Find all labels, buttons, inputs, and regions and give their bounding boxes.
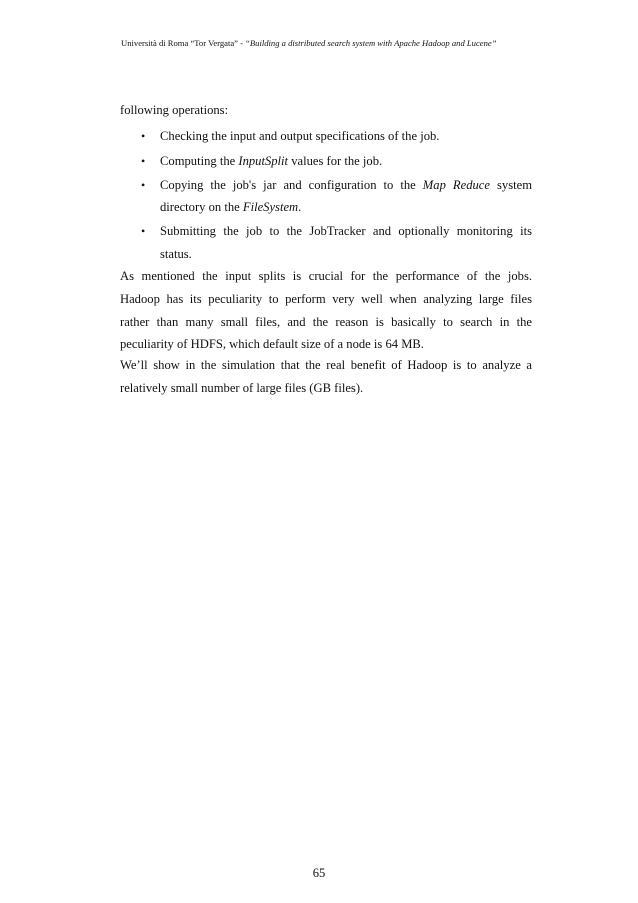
bullet-symbol: • bbox=[141, 178, 146, 192]
bullet-item-copying-line1 bbox=[160, 178, 532, 193]
body-line: rather than many small files, and the reason is basically to search in the bbox=[120, 315, 532, 329]
bullet-symbol: • bbox=[141, 154, 146, 168]
running-header bbox=[121, 38, 497, 48]
bullet-text: values for the job. bbox=[288, 154, 383, 168]
body-line: relatively small number of large files (GB files). bbox=[120, 381, 364, 395]
body-line: peculiarity of HDFS, which default size of a node is 64 MB. bbox=[120, 337, 424, 351]
intro-text: following operations: bbox=[120, 103, 229, 117]
bullet-item-copying-line2 bbox=[160, 200, 532, 215]
header-prefix: Università di Roma “Tor Vergata” - bbox=[121, 38, 246, 48]
bullet-text: system bbox=[489, 178, 533, 192]
bullet-symbol: • bbox=[141, 129, 146, 143]
page-number: 65 bbox=[312, 866, 326, 880]
bullet-italic-term: FileSystem bbox=[242, 200, 299, 214]
bullet-text: directory on the bbox=[160, 200, 243, 214]
bullet-text: Computing the bbox=[160, 154, 239, 168]
bullet-text: . bbox=[298, 200, 302, 214]
header-title: “Building a distributed search system with Apache Hadoop and Lucene” bbox=[245, 38, 497, 48]
bullet-text: Copying the job's jar and configuration to the bbox=[160, 178, 423, 192]
body-line: We’ll show in the simulation that the real benefit of Hadoop is to analyze a bbox=[120, 358, 532, 372]
bullet-symbol: • bbox=[141, 224, 146, 238]
bullet-item-submitting-line2: status. bbox=[160, 247, 192, 261]
body-line: As mentioned the input splits is crucial for the performance of the jobs. bbox=[120, 269, 532, 283]
bullet-item-computing bbox=[160, 154, 532, 169]
bullet-italic-term: InputSplit bbox=[238, 154, 289, 168]
body-line: Hadoop has its peculiarity to perform very well when analyzing large files bbox=[120, 292, 532, 306]
bullet-item-submitting-line1: Submitting the job to the JobTracker and optionally monitoring its bbox=[160, 224, 532, 238]
bullet-item-checking: Checking the input and output specifications of the job. bbox=[160, 129, 440, 143]
bullet-italic-term: Map Reduce bbox=[422, 178, 490, 192]
